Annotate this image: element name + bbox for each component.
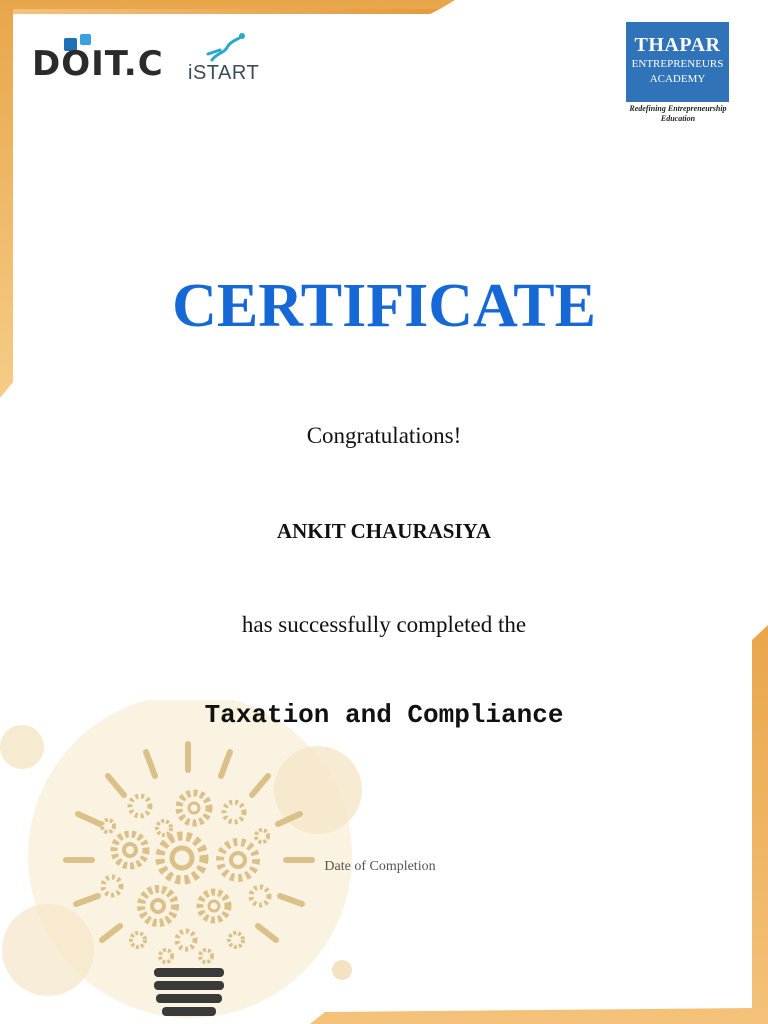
runner-figure-icon [202, 32, 246, 62]
date-of-completion-label: Date of Completion [324, 859, 436, 874]
istart-logo [188, 32, 264, 88]
doitc-logo-text: DOIT.C [32, 44, 164, 84]
congratulations-text: Congratulations! [306, 423, 462, 448]
thapar-logo-line1: ENTREPRENEURS [631, 58, 724, 70]
thapar-logo-title: THAPAR [634, 34, 721, 56]
course-name: Taxation and Compliance [204, 700, 564, 730]
thapar-tagline [620, 104, 736, 124]
thapar-logo-box [626, 22, 729, 102]
recipient-name: ANKIT CHAURASIYA [276, 519, 492, 543]
completion-text: has successfully completed the [241, 612, 527, 637]
thapar-tagline-line2: Education [660, 114, 696, 123]
certificate-title: CERTIFICATE [172, 272, 596, 340]
thapar-academy-logo [620, 20, 736, 126]
doitc-logo [32, 34, 164, 84]
istart-logo-text: iSTART [188, 62, 260, 84]
thapar-tagline-line1: Redefining Entrepreneurship [629, 104, 727, 113]
thapar-logo-line2: ACADEMY [649, 73, 706, 85]
